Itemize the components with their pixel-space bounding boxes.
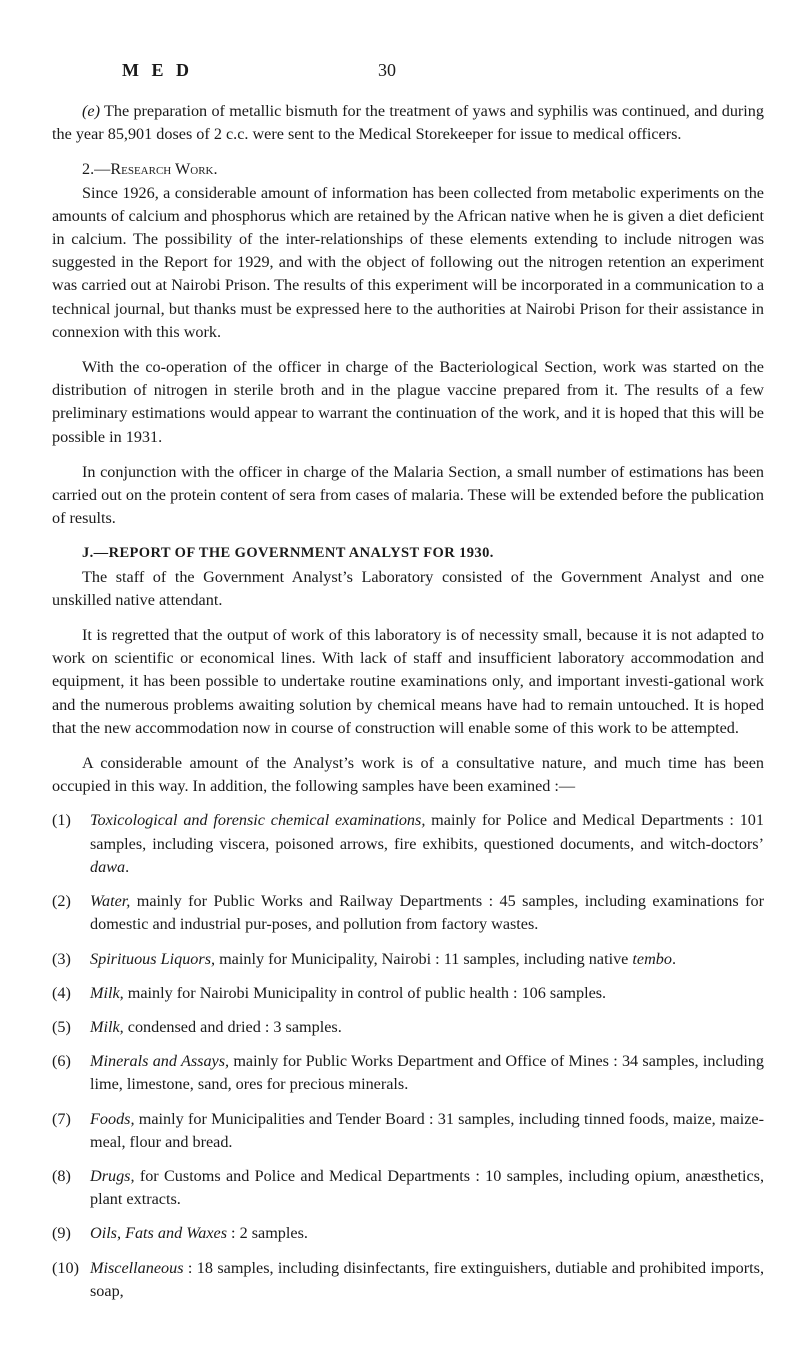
list-item-title: Foods, (90, 1109, 135, 1128)
research-heading-number: 2.— (82, 160, 111, 179)
list-item-number: (5) (52, 1017, 71, 1036)
list-item-italic-term: tembo (632, 949, 672, 968)
list-item (52, 1050, 764, 1096)
list-item-title: Spirituous Liquors, (90, 949, 216, 968)
list-item-number: (4) (52, 983, 71, 1002)
section-j-paragraph-1: The staff of the Government Analyst’s Laboratory consisted of the Government Analyst and one unskilled native attendant. (52, 567, 764, 609)
list-item (52, 890, 764, 936)
list-item-number: (7) (52, 1109, 71, 1128)
list-item-text: mainly for Nairobi Municipality in control of public health : 106 samples. (123, 983, 607, 1002)
list-item-title: Minerals and Assays, (90, 1052, 230, 1071)
list-item-text: mainly for Public Works Department and Office of Mines : 34 samples, including lime, limestone, sand, ores for precious minerals. (90, 1052, 764, 1094)
research-paragraph-3: In conjunction with the officer in charge of the Malaria Section, a small number of estimations has been carried out on the protein content of sera from cases of malaria. These will be extended before the publication of results. (52, 462, 764, 528)
list-item (52, 1222, 764, 1245)
list-item-text: for Customs and Police and Medical Departments : 10 samples, including opium, anæsthetics, plant extracts. (90, 1166, 764, 1209)
list-item-number: (1) (52, 811, 71, 830)
list-item-text: condensed and dried : 3 samples. (123, 1017, 342, 1036)
paragraph-e (52, 100, 764, 146)
list-item-number: (9) (52, 1224, 71, 1243)
list-item (52, 948, 764, 971)
list-item-text: mainly for Municipalities and Tender Board : 31 samples, including tinned foods, maize, maize-meal, flour and bread. (90, 1109, 764, 1151)
list-item-text: mainly for Municipality, Nairobi : 11 samples, including native (215, 949, 633, 968)
research-heading (52, 158, 764, 181)
list-item-italic-term: dawa (90, 857, 126, 876)
list-item-text: : 18 samples, including disinfectants, fire extinguishers, dutiable and prohibited imports, soap, (90, 1258, 764, 1300)
list-item (52, 1257, 764, 1303)
list-item-text: : 2 samples. (227, 1224, 308, 1243)
running-head-title: M E D (122, 60, 193, 80)
paragraph-e-text: The preparation of metallic bismuth for the treatment of yaws and syphilis was continued, and during the year 85,901 doses of 2 c.c. were sent to the Medical Storekeeper for issue to medical officers. (52, 102, 764, 144)
list-item (52, 982, 764, 1005)
list-item-title: Miscellaneous (90, 1258, 184, 1277)
research-heading-text: Research Work. (110, 160, 218, 179)
research-paragraph-2: With the co-operation of the officer in charge of the Bacteriological Section, work was started on the distribution of nitrogen in sterile broth and in the plague vaccine prepared from it. The results of a few preliminary estimations would appear to warrant the continuation of the work, and it is hoped that this will be possible in 1931. (52, 358, 764, 446)
list-item-tail: . (671, 949, 677, 968)
page-number: 30 (378, 60, 396, 80)
list-item-number: (6) (52, 1052, 71, 1071)
list-item-number: (10) (52, 1258, 79, 1277)
list-item (52, 809, 764, 879)
research-paragraph-1: Since 1926, a considerable amount of information has been collected from metabolic experiments on the amounts of calcium and phosphorus which are retained by the African native when he is given a diet deficient in calcium. The possibility of the inter-relationships of these elements extending to include nitrogen was suggested in the Report for 1929, and with the object of following out the nitrogen retention an experiment was carried out at Nairobi Prison. The results of this experiment will be incorporated in a communication to a technical journal, but thanks must be expressed here to the authorities at Nairobi Prison for their assistance in connexion with this work. (52, 183, 764, 341)
samples-list (52, 809, 764, 1302)
list-item-title: Water, (90, 892, 131, 911)
list-item-title: Milk, (90, 1017, 124, 1036)
section-j-heading: J.—REPORT OF THE GOVERNMENT ANALYST FOR 1930. (82, 545, 494, 562)
list-item-tail: . (125, 857, 130, 876)
list-item-number: (2) (52, 892, 71, 911)
list-item (52, 1165, 764, 1211)
list-item-title: Toxicological and forensic chemical examinations, (90, 811, 426, 830)
list-item-number: (3) (52, 949, 71, 968)
list-item-title: Oils, Fats and Waxes (90, 1224, 227, 1243)
list-item (52, 1016, 764, 1039)
list-item-text: mainly for Public Works and Railway Departments : 45 samples, including examinations for domestic and industrial pur-poses, and pollution from factory wastes. (90, 892, 764, 934)
list-item-title: Milk, (90, 983, 124, 1002)
section-j-paragraph-2: It is regretted that the output of work of this laboratory is of necessity small, because it is not adapted to work on scientific or economical lines. With lack of staff and insufficient laboratory accommodation and equipment, it has been possible to undertake routine examinations only, and important investi-gational work and the numerous problems awaiting solution by chemical means have had to remain untouched. It is hoped that the new accommodation now in course of construction will enable some of this work to be attempted. (52, 626, 764, 737)
list-item (52, 1108, 764, 1154)
paragraph-e-label: (e) (82, 102, 100, 120)
list-item-text: mainly for Police and Medical Departments : 101 samples, including viscera, poisoned arrows, fire exhibits, questioned documents, and witch-doctors’ (90, 811, 764, 853)
section-j-paragraph-3: A considerable amount of the Analyst’s work is of a consultative nature, and much time has been occupied in this way. In addition, the following samples have been examined :— (52, 754, 764, 796)
list-item-number: (8) (52, 1166, 71, 1185)
page-body (52, 100, 764, 1303)
list-item-title: Drugs, (90, 1166, 135, 1185)
running-head (0, 60, 800, 84)
